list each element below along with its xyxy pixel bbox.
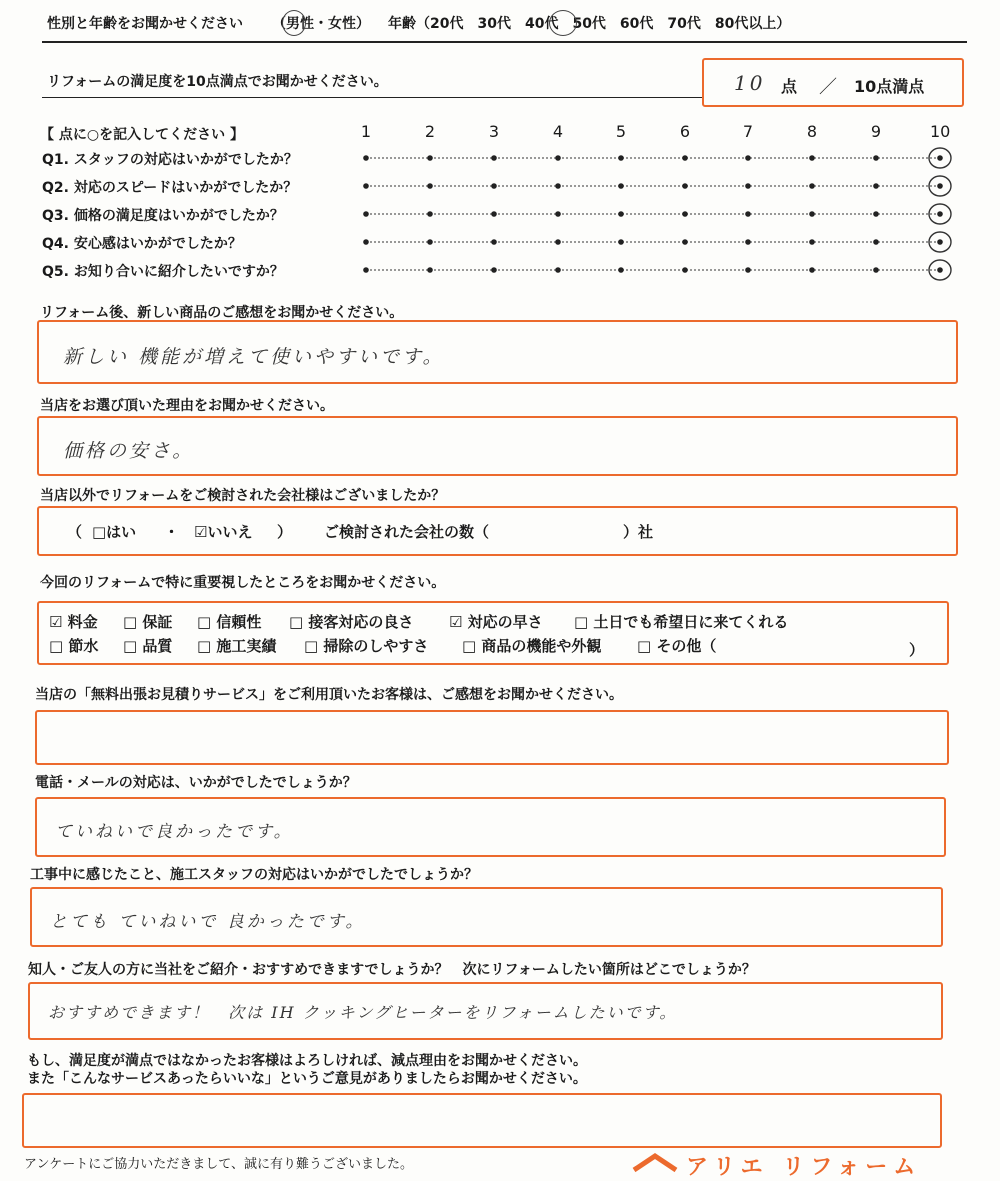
rating-point[interactable] <box>745 267 751 273</box>
rating-question-label: Q1. スタッフの対応はいかがでしたか？ <box>42 152 298 168</box>
reason-answer: 価格の安さ。 <box>63 440 195 462</box>
priority-box <box>37 601 949 665</box>
rating-point[interactable] <box>491 211 497 217</box>
recommend-question: 知人・ご友人の方に当社をご紹介・おすすめできますでしょうか？ 次にリフォームしたい箇所はどこでしょうか？ <box>28 962 756 978</box>
scale-number: 9 <box>870 122 882 141</box>
rating-point[interactable] <box>682 155 688 161</box>
rating-point[interactable] <box>491 239 497 245</box>
company-count-label: ご検討された会社の数（ <box>324 523 490 541</box>
rating-point[interactable] <box>618 239 624 245</box>
rating-point[interactable] <box>873 239 879 245</box>
rating-point[interactable] <box>363 155 369 161</box>
rating-question-label: Q4. 安心感はいかがでしたか？ <box>42 236 242 252</box>
priority-option[interactable]: □ その他（ <box>637 637 717 655</box>
priority-option[interactable]: □ 信頼性 <box>197 613 262 631</box>
rating-point[interactable] <box>745 239 751 245</box>
priority-option[interactable]: □ 土日でも希望日に来てくれる <box>574 613 789 631</box>
phone-answer: ていねいで良かったです。 <box>55 822 294 842</box>
score-slash: ／ <box>819 77 837 98</box>
rating-point[interactable] <box>427 239 433 245</box>
estimate-answer-box[interactable] <box>35 710 949 765</box>
rating-point[interactable] <box>937 239 943 245</box>
rating-point[interactable] <box>682 239 688 245</box>
house-logo-icon <box>630 1152 680 1170</box>
rating-point[interactable] <box>427 211 433 217</box>
rating-point[interactable] <box>682 211 688 217</box>
recommend-answer-box[interactable] <box>28 982 943 1040</box>
scale-number: 2 <box>424 122 436 141</box>
staff-question: 工事中に感じたこと、施工スタッフの対応はいかがでしたでしょうか？ <box>30 867 478 883</box>
priority-other-close: ） <box>909 641 925 659</box>
rating-point[interactable] <box>491 183 497 189</box>
paren-open: （ <box>67 523 83 541</box>
rating-point[interactable] <box>618 155 624 161</box>
scale-number: 3 <box>488 122 500 141</box>
gender-age-question: 性別と年齢をお聞かせください <box>47 16 243 32</box>
rating-point[interactable] <box>809 267 815 273</box>
rating-point[interactable] <box>491 155 497 161</box>
estimate-question: 当店の「無料出張お見積りサービス」をご利用頂いたお客様は、ご感想をお聞かせください。 <box>35 687 623 703</box>
rating-point[interactable] <box>809 183 815 189</box>
rating-point[interactable] <box>555 155 561 161</box>
option-separator: ・ <box>164 523 180 541</box>
rating-point[interactable] <box>937 183 943 189</box>
score-unit: 点 <box>781 77 798 96</box>
staff-answer-box[interactable] <box>30 887 943 947</box>
paren-close: ） <box>277 523 293 541</box>
score-value: 10 <box>734 71 766 95</box>
improve-question-1: もし、満足度が満点ではなかったお客様はよろしければ、減点理由をお聞かせください。 <box>27 1053 587 1069</box>
rating-point[interactable] <box>427 183 433 189</box>
rating-point[interactable] <box>745 183 751 189</box>
rating-point[interactable] <box>427 155 433 161</box>
priority-option[interactable]: □ 掃除のしやすさ <box>304 637 429 655</box>
scale-number: 5 <box>615 122 627 141</box>
scale-number: 1 <box>360 122 372 141</box>
staff-answer: とても ていねいで 良かったです。 <box>50 912 366 932</box>
priority-option[interactable]: □ 接客対応の良さ <box>289 613 414 631</box>
rating-point[interactable] <box>682 183 688 189</box>
rating-point[interactable] <box>745 155 751 161</box>
scale-number: 8 <box>806 122 818 141</box>
improve-question-2: また「こんなサービスあったらいいな」というご意見がありましたらお聞かせください。 <box>27 1071 587 1087</box>
rating-question-label: Q2. 対応のスピードはいかがでしたか？ <box>42 180 298 196</box>
no-checkbox[interactable]: ☑いいえ <box>194 523 253 541</box>
rating-point[interactable] <box>618 183 624 189</box>
scale-number: 4 <box>552 122 564 141</box>
priority-option[interactable]: □ 商品の機能や外観 <box>462 637 602 655</box>
age-options: 年齢（20代 30代 40代 50代 60代 70代 80代以上） <box>388 16 791 32</box>
impression-answer: 新しい 機能が増えて使いやすいです。 <box>63 346 445 368</box>
rating-point[interactable] <box>427 267 433 273</box>
scale-number: 10 <box>930 122 951 141</box>
rating-instruction: 【 点に○を記入してください 】 <box>40 127 244 143</box>
recommend-answer: おすすめできます！ 次は IH クッキングヒーターをリフォームしたいです。 <box>48 1003 678 1022</box>
rating-point[interactable] <box>618 211 624 217</box>
priority-option[interactable]: □ 保証 <box>123 613 173 631</box>
rating-point[interactable] <box>363 183 369 189</box>
rating-point[interactable] <box>555 267 561 273</box>
rating-point[interactable] <box>555 211 561 217</box>
other-company-question: 当店以外でリフォームをご検討された会社様はございましたか？ <box>40 488 446 504</box>
logo-text: アリエ リフォーム <box>686 1155 922 1180</box>
rating-point[interactable] <box>555 183 561 189</box>
phone-answer-box[interactable] <box>35 797 946 857</box>
impression-answer-box[interactable] <box>37 320 958 384</box>
priority-option[interactable]: □ 品質 <box>123 637 173 655</box>
rating-point[interactable] <box>937 267 943 273</box>
company-logo <box>630 1152 922 1180</box>
satisfaction-question: リフォームの満足度を10点満点でお聞かせください。 <box>47 74 388 90</box>
rating-point[interactable] <box>682 267 688 273</box>
scale-number: 7 <box>742 122 754 141</box>
rating-point[interactable] <box>873 267 879 273</box>
rating-point[interactable] <box>873 211 879 217</box>
rating-point[interactable] <box>363 211 369 217</box>
impression-question: リフォーム後、新しい商品のご感想をお聞かせください。 <box>40 305 404 321</box>
rating-point[interactable] <box>809 155 815 161</box>
yes-checkbox[interactable]: □はい <box>92 523 137 541</box>
phone-question: 電話・メールの対応は、いかがでしたでしょうか？ <box>35 775 357 791</box>
rating-point[interactable] <box>745 211 751 217</box>
other-company-box <box>37 506 958 556</box>
rating-point[interactable] <box>363 267 369 273</box>
rating-point[interactable] <box>873 155 879 161</box>
rating-point[interactable] <box>809 211 815 217</box>
rating-point[interactable] <box>809 239 815 245</box>
reason-question: 当店をお選び頂いた理由をお聞かせください。 <box>40 398 334 414</box>
priority-question: 今回のリフォームで特に重要視したところをお聞かせください。 <box>40 575 446 591</box>
rating-point[interactable] <box>618 267 624 273</box>
priority-option[interactable]: ☑ 料金 <box>49 613 98 631</box>
rating-point[interactable] <box>937 211 943 217</box>
rating-question-label: Q5. お知り合いに紹介したいですか？ <box>42 264 284 280</box>
scale-number: 6 <box>679 122 691 141</box>
rating-point[interactable] <box>937 155 943 161</box>
rating-point[interactable] <box>363 239 369 245</box>
rating-question-label: Q3. 価格の満足度はいかがでしたか？ <box>42 208 284 224</box>
gender-options: （男性・女性） <box>272 16 370 32</box>
reason-answer-box[interactable] <box>37 416 958 476</box>
rating-point[interactable] <box>873 183 879 189</box>
company-count-suffix: ）社 <box>623 523 654 541</box>
priority-option[interactable]: □ 節水 <box>49 637 99 655</box>
thanks-message: アンケートにご協力いただきまして、誠に有り難うございました。 <box>24 1157 413 1172</box>
priority-option[interactable]: ☑ 対応の早さ <box>449 613 543 631</box>
rating-point[interactable] <box>555 239 561 245</box>
priority-option[interactable]: □ 施工実績 <box>197 637 277 655</box>
improve-answer-box[interactable] <box>22 1093 942 1148</box>
rating-point[interactable] <box>491 267 497 273</box>
score-max: 10点満点 <box>854 77 925 96</box>
